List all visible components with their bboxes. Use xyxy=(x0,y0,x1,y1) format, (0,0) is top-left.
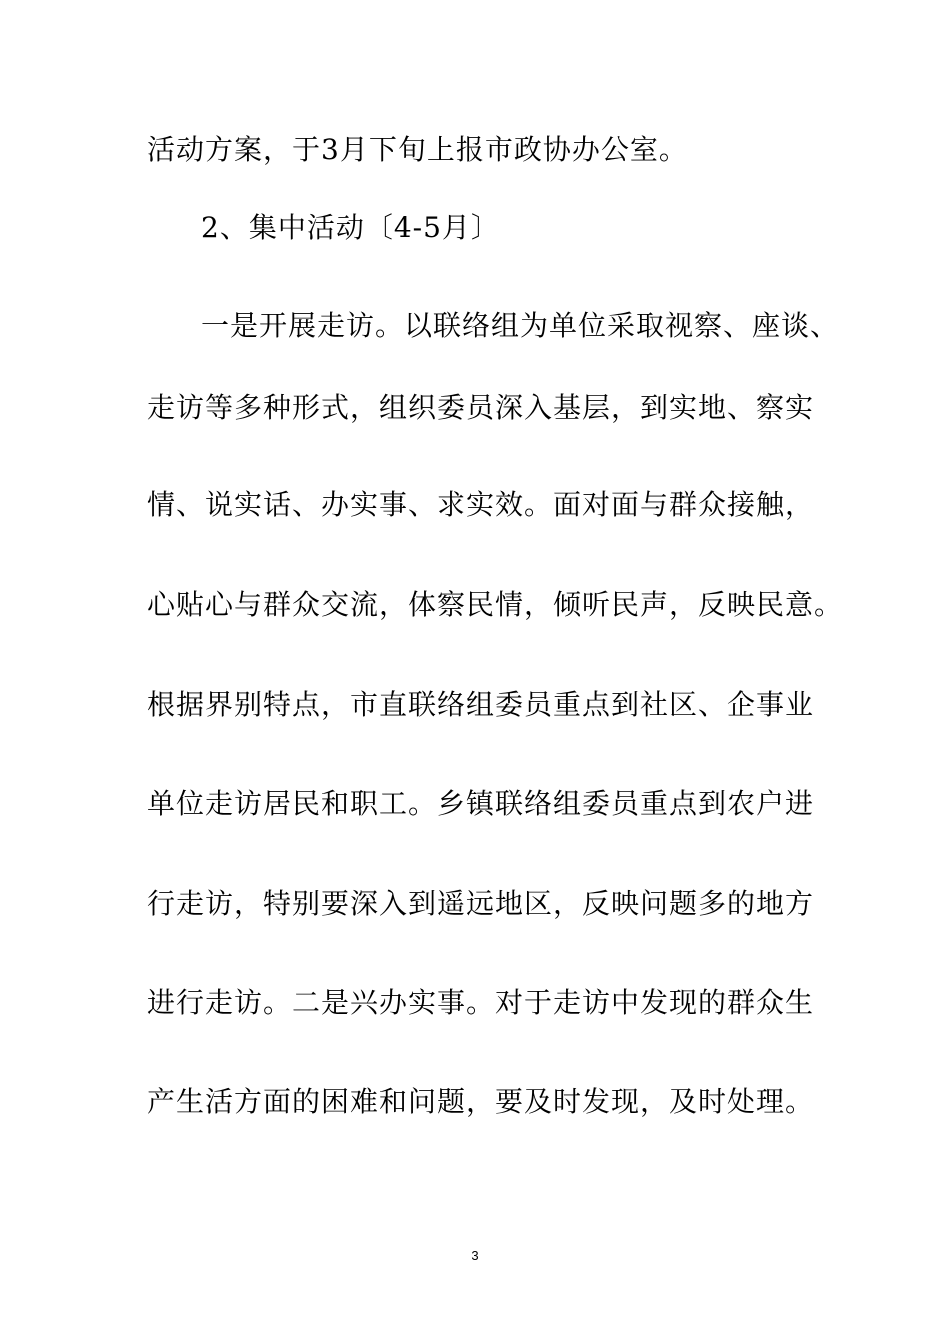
paragraph-line: 单位走访居民和职工。乡镇联络组委员重点到农户进 xyxy=(147,787,815,820)
paragraph-line: 一是开展走访。以联络组为单位采取视察、座谈、 xyxy=(201,309,840,342)
paragraph-line: 进行走访。二是兴办实事。对于走访中发现的群众生 xyxy=(147,986,815,1019)
paragraph-line: 情、说实话、办实事、求实效。面对面与群众接触， xyxy=(147,488,815,521)
paragraph-line: 根据界别特点，市直联络组委员重点到社区、企事业 xyxy=(147,688,815,721)
paragraph-line: 心贴心与群众交流，体察民情，倾听民声，反映民意。 xyxy=(147,588,844,621)
paragraph-line: 活动方案，于3月下旬上报市政协办公室。 xyxy=(147,133,688,166)
page-number: 3 xyxy=(471,1248,479,1263)
section-heading: 2、集中活动〔4-5月〕 xyxy=(201,211,500,244)
paragraph-line: 行走访，特别要深入到遥远地区，反映问题多的地方 xyxy=(147,887,815,920)
paragraph-line: 走访等多种形式，组织委员深入基层，到实地、察实 xyxy=(147,391,815,424)
paragraph-line: 产生活方面的困难和问题，要及时发现，及时处理。 xyxy=(147,1085,815,1118)
